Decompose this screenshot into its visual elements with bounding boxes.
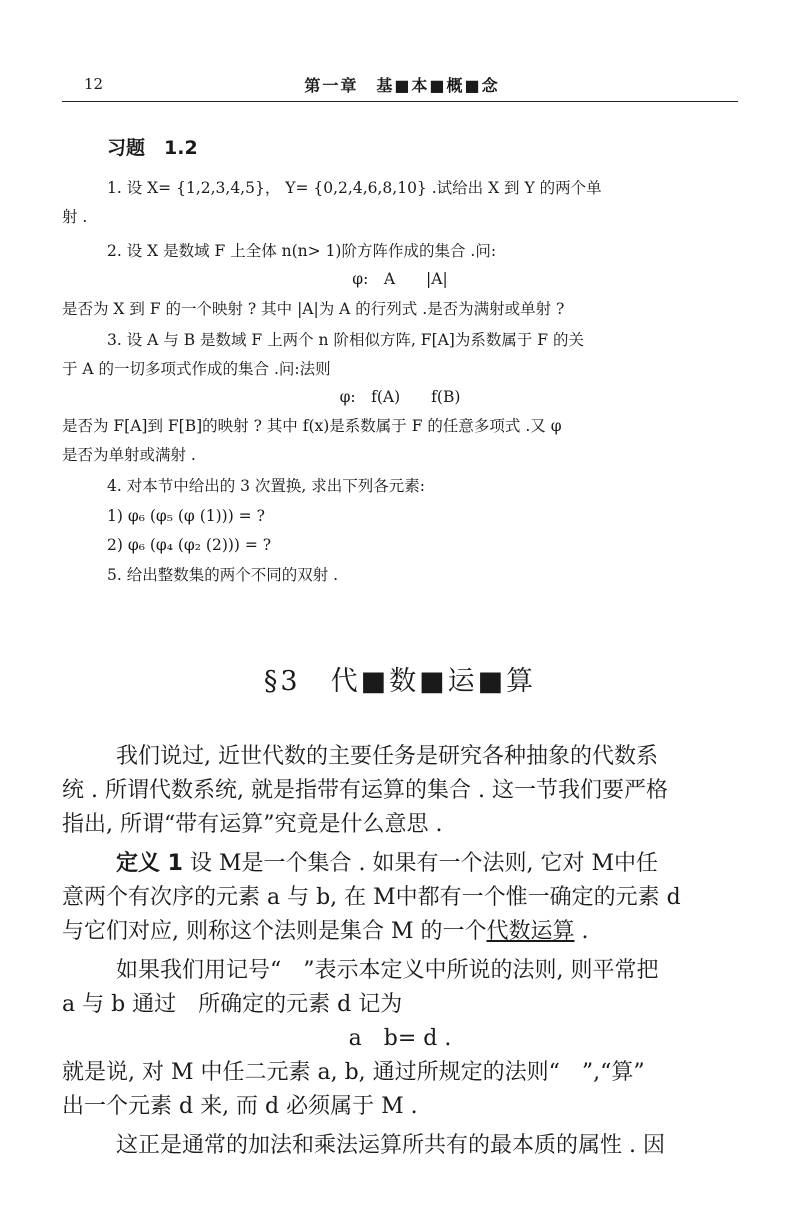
exercise-heading: 习题 1.2 bbox=[107, 137, 198, 159]
para-5-line-1: 这正是通常的加法和乘法运算所共有的最本质的属性 . 因 bbox=[116, 1133, 665, 1158]
page-number: 12 bbox=[84, 75, 104, 93]
definition-line-2: 意两个有次序的元素 a 与 b, 在 M中都有一个惟一确定的元素 d bbox=[62, 885, 681, 910]
exercise-3-line-1: 3. 设 A 与 B 是数域 F 上两个 n 阶相似方阵, F[A]为系数属于 F 的关 bbox=[107, 331, 584, 349]
definition-line-1-text: 设 M是一个集合 . 如果有一个法则, 它对 M中任 bbox=[182, 851, 658, 876]
para-1-line-2: 统 . 所谓代数系统, 就是指带有运算的集合 . 这一节我们要严格 bbox=[62, 778, 668, 803]
definition-line-1 bbox=[62, 851, 738, 877]
algebraic-operation-term: 代数运算 bbox=[486, 919, 575, 944]
exercise-1-line-1: 1. 设 X= {1,2,3,4,5}， Y= {0,2,4,6,8,10} .试给出 X 到 Y 的两个单 bbox=[107, 179, 602, 197]
operation-formula: a b= d . bbox=[348, 1026, 452, 1051]
para-4-line-2: 出一个元素 d 来, 而 d 必须属于 M . bbox=[62, 1094, 418, 1119]
header-rule bbox=[62, 101, 738, 102]
para-1-line-1: 我们说过, 近世代数的主要任务是研究各种抽象的代数系 bbox=[116, 744, 658, 769]
exercise-2-line-1: 2. 设 X 是数域 F 上全体 n(n> 1)阶方阵作成的集合 .问: bbox=[107, 242, 497, 260]
exercise-3-formula: φ: f(A) f(B) bbox=[339, 388, 461, 406]
definition-label: 定义 1 bbox=[116, 851, 183, 876]
exercise-3-line-4: 是否为单射或满射 . bbox=[62, 446, 196, 464]
exercise-2-line-2: 是否为 X 到 F 的一个映射 ? 其中 |A|为 A 的行列式 .是否为满射或单射 ? bbox=[62, 300, 565, 318]
exercise-3-line-3: 是否为 F[A]到 F[B]的映射 ? 其中 f(x)是系数属于 F 的任意多项式 .又 φ bbox=[62, 417, 562, 435]
exercise-4-item-2: 2) φ₆ (φ₄ (φ₂ (2))) = ? bbox=[107, 536, 272, 554]
para-1-line-3: 指出, 所谓“带有运算”究竟是什么意思 . bbox=[62, 812, 443, 837]
chapter-running-header: 第一章 基■本■概■念 bbox=[304, 76, 500, 95]
section-title: §3 代■数■运■算 bbox=[263, 666, 537, 697]
para-4-line-1: 就是说, 对 M 中任二元素 a, b, 通过所规定的法则“ ”,“算” bbox=[62, 1060, 645, 1085]
exercise-3-line-2: 于 A 的一切多项式作成的集合 .问:法则 bbox=[62, 360, 331, 378]
exercise-4-item-1: 1) φ₆ (φ₅ (φ (1))) = ? bbox=[107, 507, 265, 525]
definition-line-3 bbox=[62, 919, 738, 945]
para-3-line-2: a 与 b 通过 所确定的元素 d 记为 bbox=[62, 992, 403, 1017]
exercise-5-line-1: 5. 给出整数集的两个不同的双射 . bbox=[107, 566, 339, 584]
exercise-2-formula: φ: A |A| bbox=[352, 270, 448, 288]
exercise-1-line-2: 射 . bbox=[62, 208, 88, 226]
exercise-4-line-1: 4. 对本节中给出的 3 次置换, 求出下列各元素: bbox=[107, 477, 426, 495]
definition-line-3-post: . bbox=[574, 919, 589, 944]
definition-line-3-pre: 与它们对应, 则称这个法则是集合 M 的一个 bbox=[62, 919, 487, 944]
para-3-line-1: 如果我们用记号“ ”表示本定义中所说的法则, 则平常把 bbox=[116, 958, 659, 983]
